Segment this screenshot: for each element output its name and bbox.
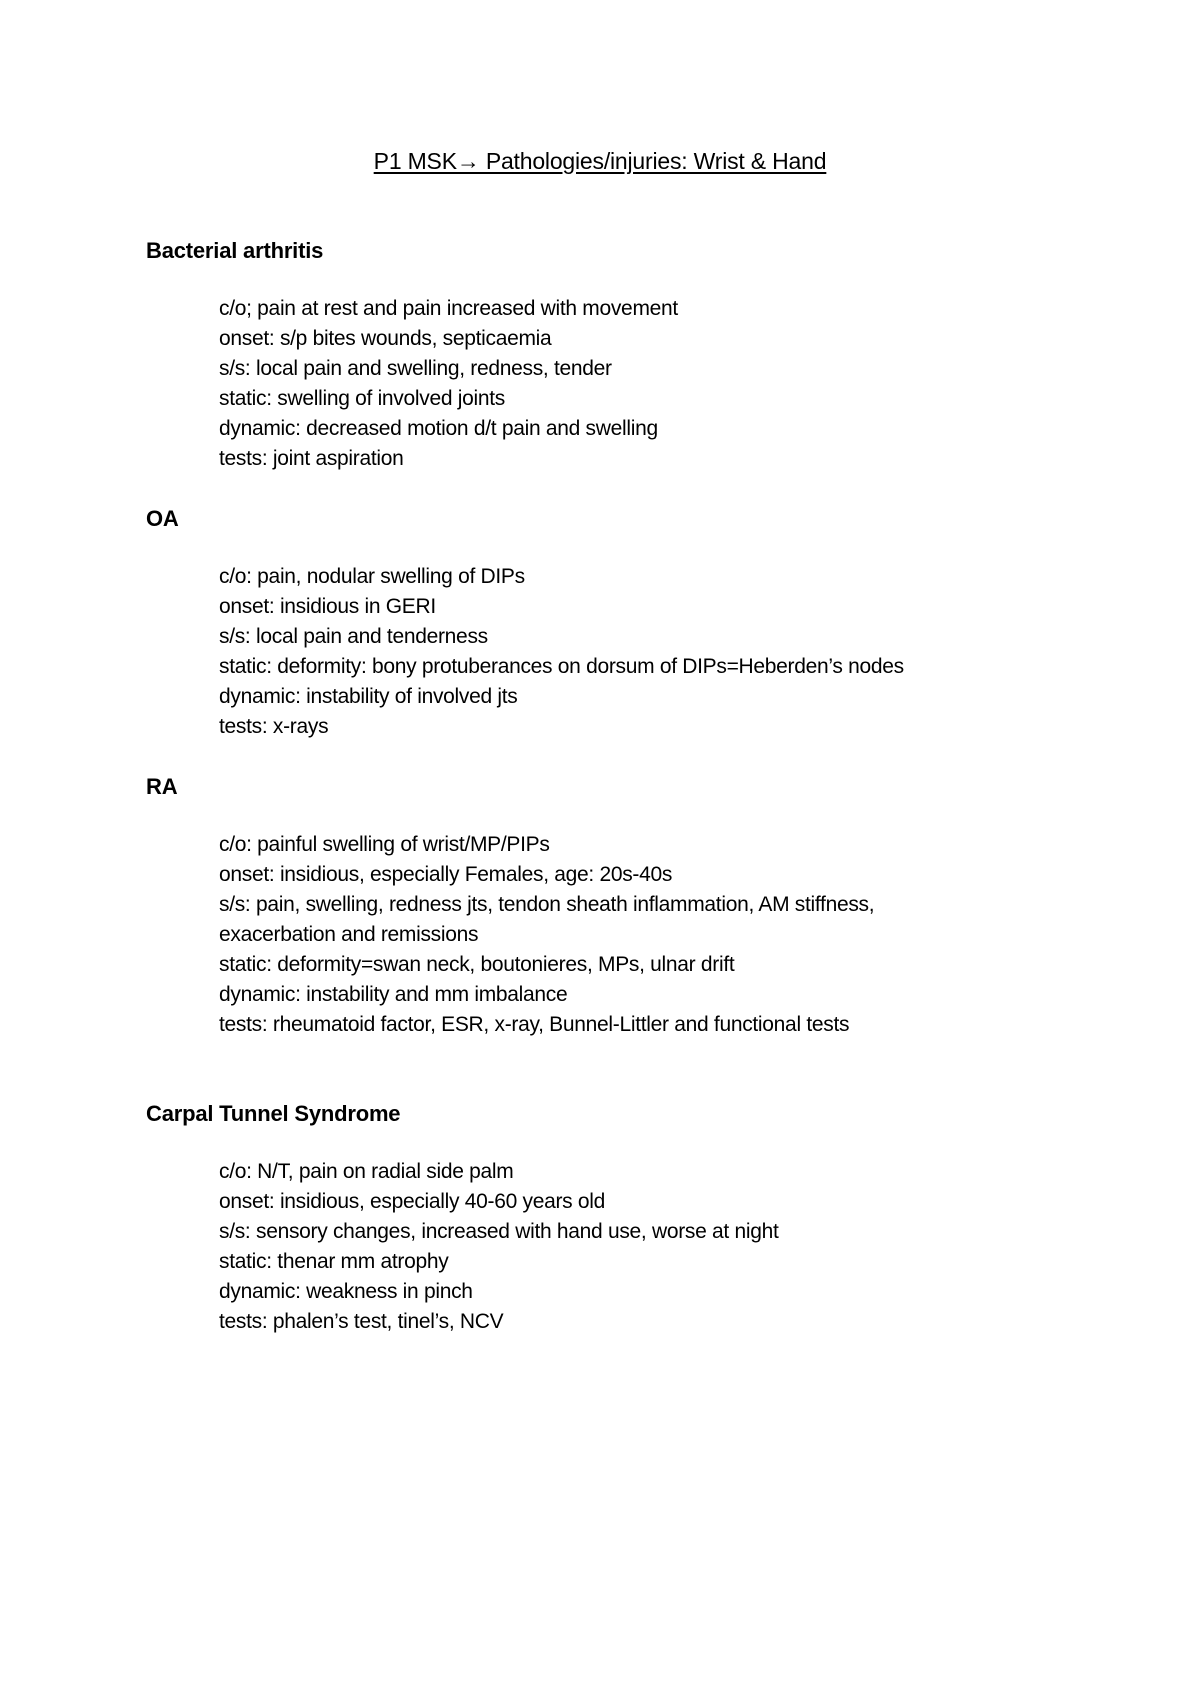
section-line: static: swelling of involved joints: [219, 387, 505, 410]
section-line: s/s: local pain and swelling, redness, tender: [219, 357, 612, 380]
page-title: P1 MSK→ Pathologies/injuries: Wrist & Hand: [373, 148, 827, 174]
section-line: s/s: local pain and tenderness: [219, 625, 488, 648]
section-line: onset: s/p bites wounds, septicaemia: [219, 327, 552, 350]
section-line: tests: phalen’s test, tinel’s, NCV: [219, 1310, 504, 1333]
section-carpal-tunnel-syndrome: [146, 1099, 1046, 1333]
section-line: exacerbation and remissions: [219, 923, 479, 946]
section-lines: [219, 1157, 1019, 1337]
section-line: s/s: sensory changes, increased with hand use, worse at night: [219, 1220, 779, 1243]
section-line: static: thenar mm atrophy: [219, 1250, 449, 1273]
section-heading: Carpal Tunnel Syndrome: [146, 1101, 401, 1126]
section-bacterial-arthritis: [146, 236, 1046, 470]
section-heading: Bacterial arthritis: [146, 238, 324, 263]
section-heading: RA: [146, 774, 178, 799]
section-lines: [219, 830, 1019, 1040]
section-line: c/o: pain, nodular swelling of DIPs: [219, 565, 525, 588]
section-heading: OA: [146, 506, 179, 531]
section-line: c/o; pain at rest and pain increased with movement: [219, 297, 678, 320]
section-ra: [146, 772, 1046, 1036]
section-oa: [146, 504, 1046, 738]
section-line: c/o: N/T, pain on radial side palm: [219, 1160, 514, 1183]
section-line: static: deformity: bony protuberances on dorsum of DIPs=Heberden’s nodes: [219, 655, 904, 678]
section-line: onset: insidious in GERI: [219, 595, 436, 618]
section-line: dynamic: instability and mm imbalance: [219, 983, 568, 1006]
section-line: dynamic: weakness in pinch: [219, 1280, 473, 1303]
section-line: onset: insidious, especially 40-60 years old: [219, 1190, 606, 1213]
section-line: onset: insidious, especially Females, age: 20s-40s: [219, 863, 673, 886]
section-line: s/s: pain, swelling, redness jts, tendon sheath inflammation, AM stiffness,: [219, 893, 875, 916]
section-line: tests: rheumatoid factor, ESR, x-ray, Bunnel-Littler and functional tests: [219, 1013, 850, 1036]
section-line: dynamic: decreased motion d/t pain and swelling: [219, 417, 658, 440]
section-line: dynamic: instability of involved jts: [219, 685, 518, 708]
section-line: tests: x-rays: [219, 715, 329, 738]
section-lines: [219, 294, 1019, 474]
section-line: tests: joint aspiration: [219, 447, 404, 470]
section-line: static: deformity=swan neck, boutonieres, MPs, ulnar drift: [219, 953, 735, 976]
section-lines: [219, 562, 1019, 742]
section-line: c/o: painful swelling of wrist/MP/PIPs: [219, 833, 550, 856]
